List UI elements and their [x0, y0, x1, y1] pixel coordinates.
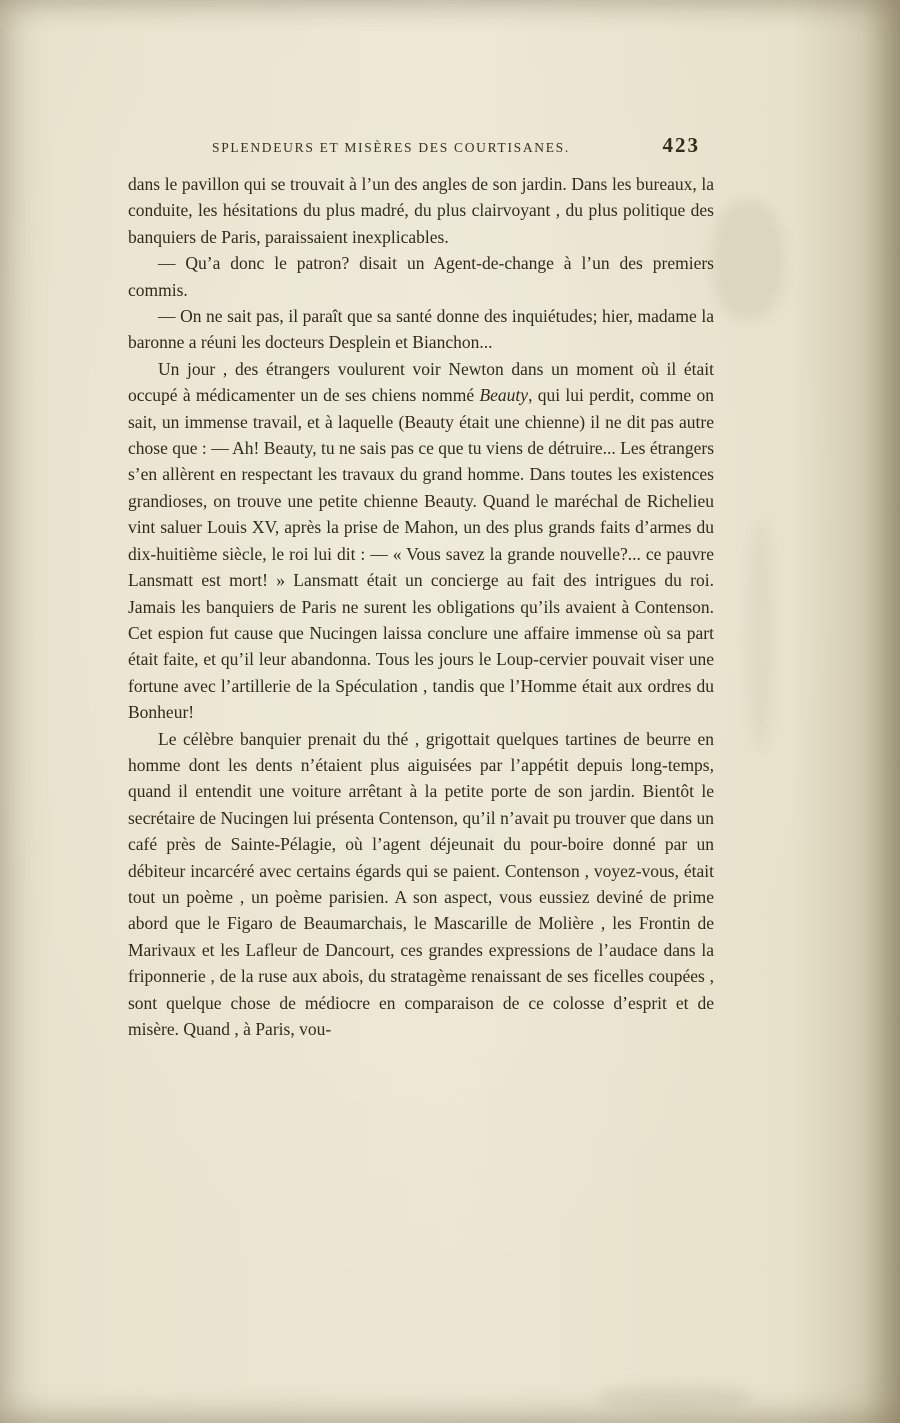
text-run: Le célèbre banquier prenait du thé , grigottait quelques tartines de beurre en homme dont les dents n’étaient plus aiguisées par l’appétit depuis long-temps, quand il entendit une voiture arrêtant à la petite porte de son jardin. Bientôt le secrétaire de Nucingen lui présenta Contenson, qu’il n’avait pu trouver que dans un café près de Sainte-Pélagie, où l’agent déjeunait du pour-boire donné par un débiteur incarcéré avec certains égards qui se paient. Contenson , voyez-vous, était tout un poème , un poème parisien. A son aspect, vous eussiez deviné de prime abord que le Figaro de Beaumarchais, le Mascarille de Molière , les Frontin de Marivaux et les Lafleur de Dancourt, ces grandes expressions de l’audace dans la friponnerie , de la ruse aux abois, du stratagème renaissant de ses ficelles coupées , sont quelque chose de médiocre en comparaison de ce colosse d’esprit et de misère. Quand , à Paris, vou-: [128, 728, 714, 1039]
paragraph: [128, 356, 714, 726]
text-run: — On ne sait pas, il paraît que sa santé donne des inquiétudes; hier, madame la baronne a réuni les docteurs Desplein et Bianchon...: [128, 306, 714, 353]
scan-bleed-through-artifact: [600, 1384, 750, 1410]
page-number: 423: [662, 133, 700, 157]
page-body: [128, 171, 714, 1042]
text-run: Beauty: [479, 385, 529, 406]
page-header: [128, 133, 714, 166]
text-run: Un jour , des étrangers voulurent voir Newton dans un moment où il était occupé à médicamenter un de ses chiens nommé: [128, 358, 714, 406]
running-title: SPLENDEURS ET MISÈRES DES COURTISANES.: [212, 140, 570, 155]
paragraph: [128, 250, 714, 303]
scan-bleed-through-artifact: [748, 520, 774, 750]
text-run: , qui lui perdit, comme on sait, un immense travail, et à laquelle (Beauty était une chienne) il ne dit pas autre chose que : — Ah! Beauty, tu ne sais pas ce que tu viens de détruire... Les étrangers s’en allèrent en respectant les travaux du grand homme. Dans toutes les existences grandioses, on trouve une petite chienne Beauty. Quand le maréchal de Richelieu vint saluer Louis XV, après la prise de Mahon, un des plus grands faits d’armes du dix-huitième siècle, le roi lui dit : — « Vous savez la grande nouvelle?... ce pauvre Lansmatt est mort! » Lansmatt était un concierge au fait des intrigues du roi. Jamais les banquiers de Paris ne surent les obligations qu’ils avaient à Contenson. Cet espion fut cause que Nucingen laissa conclure une affaire immense où sa part était faite, et qu’il leur abandonna. Tous les jours le Loup-cervier pouvait viser une fortune avec l’artillerie de la Spéculation , tandis que l’Homme était aux ordres du Bonheur!: [128, 385, 714, 723]
paragraph: [128, 726, 714, 1043]
paragraph: [128, 171, 714, 250]
text-run: dans le pavillon qui se trouvait à l’un des angles de son jardin. Dans les bureaux, la conduite, les hésitations du plus madré, du plus clairvoyant , du plus politique des banquiers de Paris, paraissaient inexplicables.: [128, 174, 714, 247]
paragraph: [128, 303, 714, 356]
text-run: — Qu’a donc le patron? disait un Agent-de-change à l’un des premiers commis.: [128, 253, 714, 300]
scan-bleed-through-artifact: [712, 200, 784, 320]
